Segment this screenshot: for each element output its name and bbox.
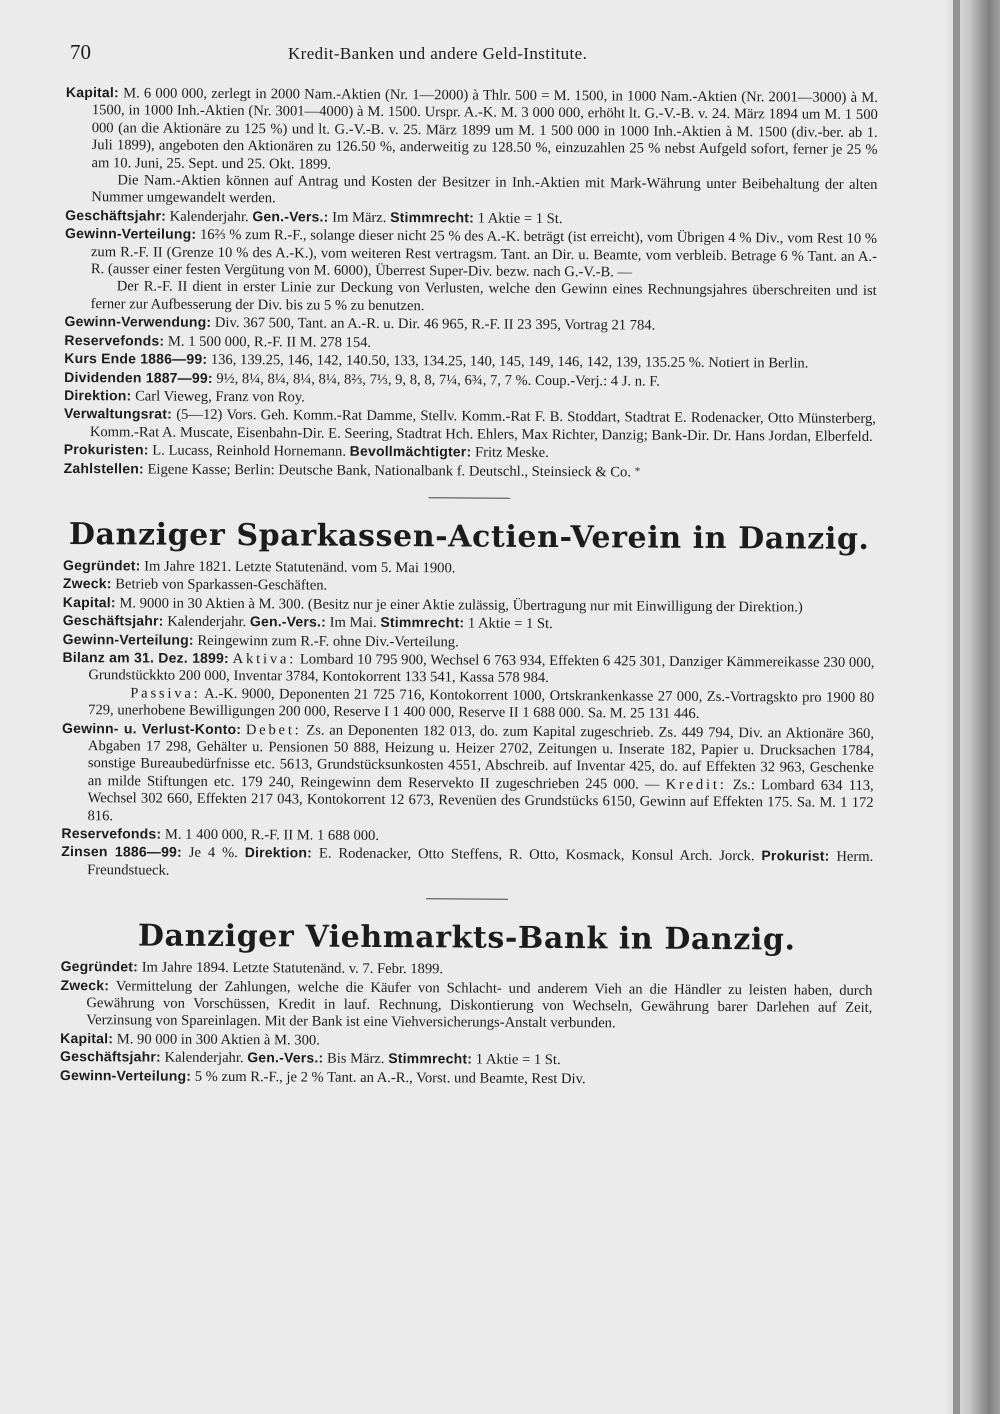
bevollmaechtigter-text: Fritz Meske. — [474, 444, 549, 462]
reservefonds-label-2: Reservefonds: — [61, 825, 162, 842]
running-title: Kredit-Banken und andere Geld-Institute. — [288, 44, 588, 63]
gewinn-verwendung-label: Gewinn-Verwendung: — [64, 313, 212, 331]
footnote-star: * — [634, 465, 641, 478]
geschaeftsjahr-label-2: Geschäftsjahr: — [62, 612, 164, 629]
bank-title-sparkassen: Danziger Sparkassen-Actien-Verein in Danzig. — [68, 516, 870, 557]
debet-label: Debet: — [245, 721, 302, 739]
prokurist-label: Prokurist: — [761, 847, 830, 865]
verwaltungsrat-entry — [64, 405, 876, 446]
running-header — [70, 40, 870, 68]
stimmrecht-label-3: Stimmrecht: — [388, 1050, 473, 1067]
gewinn-verteilung-text-2: Reingewinn zum R.-F. ohne Div.-Verteilung. — [197, 632, 459, 650]
gewinn-verteilung-label-2: Gewinn-Verteilung: — [62, 630, 194, 648]
gewinn-verteilung-text-3: 5 % zum R.-F., je 2 % Tant. an A.-R., Vorst. und Beamte, Rest Div. — [194, 1068, 586, 1087]
verwaltungsrat-label: Verwaltungsrat: — [63, 405, 173, 422]
gen-vers-text-2: Im Mai. — [329, 614, 377, 632]
aktiva-label: Aktiva: — [232, 650, 297, 668]
gv-konto-entry — [61, 720, 874, 830]
geschaeftsjahr-text-3: Kalenderjahr. — [164, 1049, 244, 1067]
gv-konto-label: Gewinn- u. Verlust-Konto: — [62, 719, 242, 737]
bank-title-viehmarkts: Danziger Viehmarkts-Bank in Danzig. — [137, 918, 796, 958]
passiva-entry — [62, 685, 874, 725]
zahlstellen-text: Eigene Kasse; Berlin: Deutsche Bank, Nationalbank f. Deutschl., Steinsieck & Co. — [147, 461, 632, 480]
gewinn-verteilung-entry-3 — [60, 1067, 872, 1090]
direktion-text-2: E. Rodenacker, Otto Steffens, R. Otto, Kosmack, Konsul Arch. Jorck. — [318, 845, 755, 865]
gegruendet-text-3: Im Jahre 1894. Letzte Statutenänd. v. 7. Febr. 1899. — [141, 959, 444, 978]
stimmrecht-text: 1 Aktie = 1 St. — [477, 210, 563, 227]
page-content — [60, 84, 878, 1090]
zahlstellen-entry — [64, 460, 876, 483]
gen-vers-label: Gen.-Vers.: — [252, 207, 329, 225]
bilanz-label: Bilanz am 31. Dez. 1899: — [62, 648, 229, 666]
kredit-label: Kredit: — [665, 776, 727, 793]
gewinn-verwendung-text: Div. 367 500, Tant. an A.-R. u. Dir. 46 965, R.-F. II 23 395, Vortrag 21 784. — [214, 315, 656, 334]
kapital-text-2: M. 9000 in 30 Aktien à M. 300. (Besitz nur je einer Aktie zulässig, Übertragung nur mit Einwilligung der Direktion.) — [119, 595, 803, 616]
zahlstellen-label: Zahlstellen: — [63, 459, 144, 477]
gen-vers-label-2: Gen.-Vers.: — [249, 613, 327, 630]
aktiva-text: Lombard 10 795 900, Wechsel 6 763 934, Effekten 6 425 301, Danziger Kämmereikasse 230 000, Grundstückkto 200 000, Inventar 3784, Kontokorrent 133 541, Kassa 578 984. — [88, 651, 875, 687]
kapital-text: M. 6 000 000, zerlegt in 2000 Nam.-Aktien (Nr. 1—2000) à Thlr. 500 = M. 1500, in 1000 Nam.-Aktien (Nr. 2001—3000) à M. 1500, in 1000 Inh.-Aktien (Nr. 3001—4000) à M. 1500. Urspr. A.-K. M. 3 000 000, erhöht lt. G.-V.-B. v. 24. März 1894 um M. 1 500 000 (an die Aktionäre zu 125 %) und lt. G.-V.-B. v. 25. März 1899 um M. 1 500 000 in 1000 Inh.-Aktien à M. 1500 (div.-ber. ab 1. Juli 1899), angeboten den Aktionären zu 126.50 %, anderweitig zu 128.50 %, einzuzahlen 25 % nebst Aufgeld sofort, ferner je 25 % am 10. Juni, 25. Sept. und 25. Okt. 1899. — [91, 85, 878, 173]
dividenden-label: Dividenden 1887—99: — [64, 368, 213, 386]
prokuristen-label: Prokuristen: — [63, 441, 149, 458]
gegruendet-text: Im Jahre 1821. Letzte Statutenänd. vom 5. Mai 1900. — [144, 558, 456, 577]
geschaeftsjahr-text-2: Kalenderjahr. — [167, 613, 247, 631]
kapital-label-3: Kapital: — [60, 1029, 114, 1047]
verwaltungsrat-text: (5—12) Vors. Geh. Komm.-Rat Damme, Stellv. Komm.-Rat F. B. Stoddart, Stadtrat E. Rodenacker, Otto Münsterberg, Komm.-Rat A. Muscate, Eisenbahn-Dir. E. Seering, Stadtrat Hch. Ehlers, Max Richter, Danzig; Bank-Dir. Dr. Hans Jordan, Elberfeld. — [89, 406, 877, 445]
gewinn-verteilung-entry — [65, 225, 877, 283]
gewinn-verteilung-label-3: Gewinn-Verteilung: — [59, 1066, 192, 1084]
zweck-text: Betrieb von Sparkassen-Geschäften. — [115, 576, 328, 594]
stimmrecht-text-3: 1 Aktie = 1 St. — [475, 1051, 561, 1069]
kapital-text-3: M. 90 000 in 300 Aktien à M. 300. — [116, 1031, 320, 1049]
zinsen-text: Je 4 %. — [188, 845, 238, 862]
dividenden-text: 9½, 8¼, 8¼, 8¼, 8¼, 8⅔, 7⅓, 9, 8, 8, 7¼, 6¾, 7, 7 %. Coup.-Verj.: 4 J. n. F. — [216, 370, 660, 390]
direktion-label: Direktion: — [64, 386, 132, 404]
reservefonds-text: M. 1 500 000, R.-F. II M. 278 154. — [167, 333, 372, 351]
kapital-note — [65, 172, 877, 212]
direktion-text: Carl Vieweg, Franz von Roy. — [135, 388, 305, 406]
geschaeftsjahr-label-3: Geschäftsjahr: — [60, 1048, 161, 1065]
gegruendet-label-3: Gegründet: — [60, 958, 139, 975]
gen-vers-label-3: Gen.-Vers.: — [247, 1049, 324, 1066]
passiva-text: A.-K. 9000, Deponenten 21 725 716, Kontokorrent 1000, Ortskrankenkasse 27 000, Zs.-Vortragskto pro 1900 80 729, unerhobene Bewilligungen 200 000, Reserve I 1 400 000, Reserve II 1 688 000. Sa. M. 25 131 446. — [88, 685, 875, 723]
geschaeftsjahr-text: Kalenderjahr. — [169, 208, 249, 225]
kapital-label: Kapital: — [65, 84, 119, 101]
zinsen-label: Zinsen 1886—99: — [61, 843, 182, 861]
prokuristen-text: L. Lucass, Reinhold Hornemann. — [152, 442, 347, 460]
section-divider-2 — [426, 898, 508, 900]
direktion-label-2: Direktion: — [244, 844, 313, 861]
zweck-label: Zweck: — [62, 575, 112, 592]
passiva-label: Passiva: — [130, 685, 201, 702]
stimmrecht-label: Stimmrecht: — [390, 208, 475, 226]
stimmrecht-label-2: Stimmrecht: — [380, 614, 465, 631]
geschaeftsjahr-label: Geschäftsjahr: — [65, 206, 167, 224]
zweck-label-3: Zweck: — [60, 976, 110, 993]
kapital-note-text: Die Nam.-Aktien können auf Antrag und Kosten der Besitzer in Inh.-Aktien mit Mark-Währung unter Beibehaltung der alten Nummer umgewandelt werden. — [91, 172, 878, 207]
kredit-text: Zs.: Lombard 634 113, Wechsel 302 660, Effekten 217 043, Kontokorrent 12 673, Revenüen des Grundstücks 6150, Gewinn auf Effekten 175. Sa. M. 1 172 816. — [87, 776, 874, 824]
kapital-label-2: Kapital: — [62, 593, 116, 611]
gewinn-verteilung-label: Gewinn-Verteilung: — [65, 225, 197, 243]
binding-edge — [953, 0, 960, 1414]
bevollmaechtigter-label: Bevollmächtigter: — [349, 442, 472, 460]
prokurist-text: Herm. Freundstueck. — [87, 849, 874, 879]
gewinn-verteilung-note-text: Der R.-F. II dient in erster Linie zur Deckung von Verlusten, welche den Gewinn eines Rechnungsjahres überschreiten und ist ferner zur Aufbesserung der Div. bis zu 5 % zu benutzen. — [90, 278, 877, 315]
zinsen-entry — [61, 843, 873, 884]
kurs-text: 136, 139.25, 146, 142, 140.50, 133, 134.25, 140, 145, 149, 146, 142, 139, 135.25 %. Notiert in Berlin. — [210, 351, 809, 372]
debet-text: Zs. an Deponenten 182 013, do. zum Kapital zugeschrieb. Zs. 449 794, Div. an Aktionäre 360, Abgaben 17 298, Gehälter u. Pensionen 50 888, Heizung u. Heizer 2702, Zeitungen u. Inserate 182, Papier u. Drucksachen 1784, sonstige Bureaubedürfnisse etc. 5613, Grundstücksunkosten 4551, Abschreib. auf Inventar 425, do. auf Effekten 32 963, Geschenke an milde Stiftungen etc. 179 240, Reingewinn dem Reservekto II zugeschrieben 245 000. — — [87, 722, 875, 793]
gegruendet-label: Gegründet: — [63, 556, 141, 574]
gen-vers-text-3: Bis März. — [326, 1050, 385, 1068]
gen-vers-text: Im März. — [332, 209, 387, 226]
zweck-text-3: Vermittelung der Zahlungen, welche die Käufer von Schlacht- und anderem Vieh an die Händler zu leisten haben, durch Gewährung von Vorschüssen, Kredit in lauf. Rechnung, Diskontierung von Wechseln, Gewährung barer Darlehen auf Zeit, Verzinsung von Spareinlagen. Mit der Bank ist eine Viehversicherungs-Anstalt verbunden. — [86, 977, 873, 1032]
section-divider — [428, 497, 510, 499]
gewinn-verteilung-note — [65, 278, 877, 318]
gewinn-verteilung-text: 16⅔ % zum R.-F., solange dieser nicht 25 % des A.-K. beträgt (ist erreicht), vom Übrigen 4 % Div., vom Rest 10 % zum R.-F. II (Grenze 10 % des A.-K.), vom weiteren Rest vertragsm. Tant. an Dir. u. Beamte, vom verbleib. Betrage 6 % Tant. an A.-R. (ausser einer festen Vergütung von M. 6000), Überrest Super-Div. bezw. nach G.-V.-B. — — [90, 227, 878, 281]
reservefonds-label: Reservefonds: — [64, 331, 165, 349]
kurs-label: Kurs Ende 1886—99: — [64, 350, 208, 367]
page-number: 70 — [70, 40, 91, 64]
stimmrecht-text-2: 1 Aktie = 1 St. — [467, 615, 553, 633]
kapital-entry — [65, 84, 878, 177]
bilanz-entry — [62, 649, 874, 690]
zweck-entry-3 — [60, 977, 872, 1035]
reservefonds-text-2: M. 1 400 000, R.-F. II M. 1 688 000. — [164, 826, 380, 844]
